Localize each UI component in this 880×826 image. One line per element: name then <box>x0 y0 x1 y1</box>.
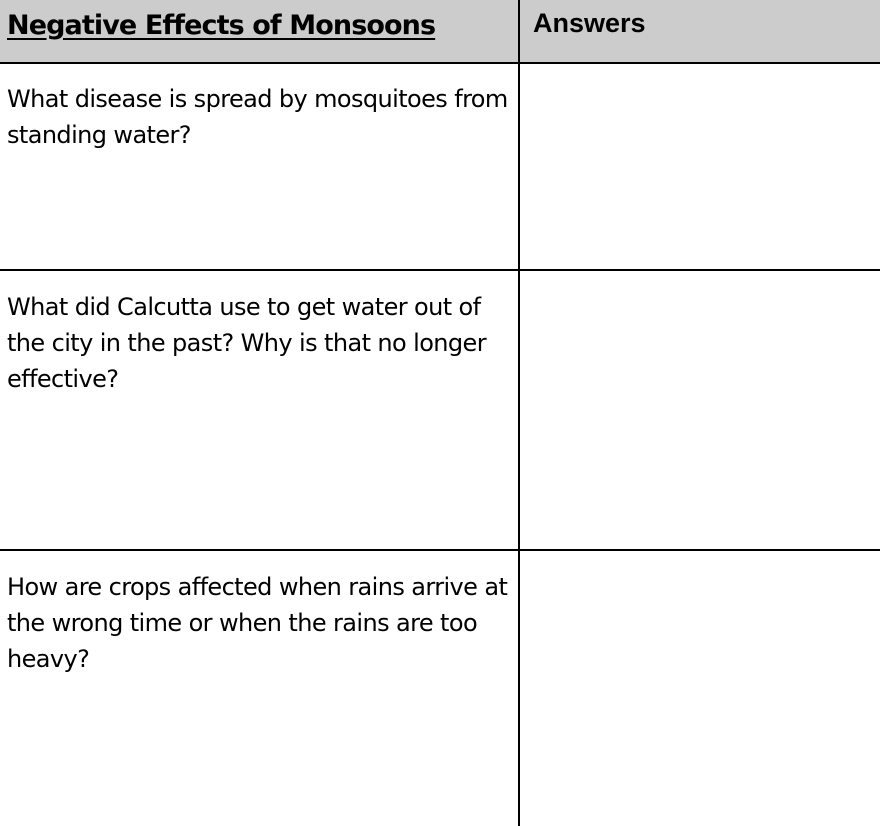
question-2: What did Calcutta use to get water out of the city in the past? Why is that no longer effective? <box>7 293 486 393</box>
answer-cell-1[interactable] <box>520 64 880 270</box>
question-1: What disease is spread by mosquitoes from standing water? <box>7 85 508 149</box>
question-column-header: Negative Effects of Monsoons <box>7 10 436 41</box>
answer-cell-2[interactable] <box>520 271 880 549</box>
answers-column-header: Answers <box>533 8 646 38</box>
table-header-row <box>0 0 880 64</box>
answer-cell-3[interactable] <box>520 551 880 826</box>
question-3: How are crops affected when rains arrive at the wrong time or when the rains are too heavy? <box>7 573 508 673</box>
